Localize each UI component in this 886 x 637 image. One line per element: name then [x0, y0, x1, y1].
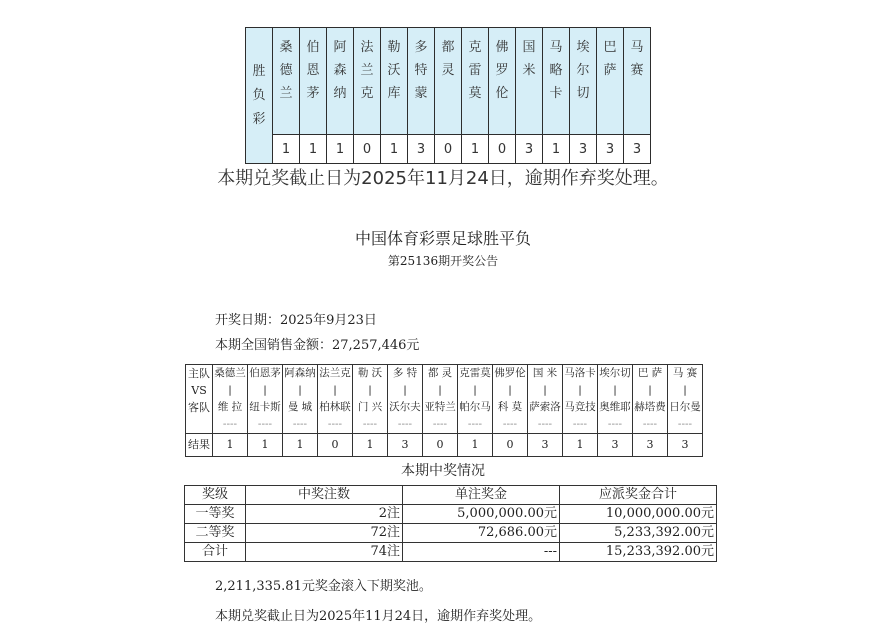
result-cell: 3 — [408, 135, 435, 164]
separator: ---- — [327, 418, 343, 430]
announcement-title: 中国体育彩票足球胜平负 — [354, 229, 531, 248]
result-cell: 0 — [489, 135, 516, 164]
away-team: 马竞技 — [564, 401, 596, 413]
separator: ---- — [677, 418, 693, 430]
prize-table — [184, 485, 717, 562]
team-cell: 伯 恩 茅 — [300, 28, 327, 135]
away-team: 维 拉 — [217, 401, 243, 413]
away-team: 赫塔费 — [634, 401, 666, 413]
home-team: 伯恩茅 — [249, 367, 281, 379]
away-team: 帕尔马 — [459, 401, 491, 413]
vs-mark: | — [613, 384, 617, 396]
match-result: 3 — [598, 434, 633, 457]
vs-mark: | — [368, 384, 372, 396]
vs-mark: | — [438, 384, 442, 396]
match-result: 1 — [353, 434, 388, 457]
separator: ---- — [257, 418, 273, 430]
team-cell: 都 灵 — [435, 28, 462, 135]
announcement-subtitle: 第25136期开奖公告 — [387, 254, 499, 268]
vs-mark: | — [403, 384, 407, 396]
prize-row — [185, 505, 717, 524]
result-cell: 1 — [543, 135, 570, 164]
prize-total: 5,233,392.00元 — [560, 524, 717, 543]
separator: ---- — [432, 418, 448, 430]
vs-mark: | — [508, 384, 512, 396]
match-cell — [528, 365, 563, 434]
match-cell — [493, 365, 528, 434]
team-cell: 马 赛 — [624, 28, 651, 135]
result-cell: 1 — [381, 135, 408, 164]
match-result: 1 — [458, 434, 493, 457]
match-table — [185, 364, 703, 457]
team-cell: 佛 罗 伦 — [489, 28, 516, 135]
away-team: 科 莫 — [497, 401, 523, 413]
draw-date: 开奖日期：2025年9月23日 — [215, 313, 377, 328]
team-cell: 桑 德 兰 — [273, 28, 300, 135]
prize-total: 15,233,392.00元 — [560, 543, 717, 562]
result-cell: 0 — [354, 135, 381, 164]
separator: ---- — [537, 418, 553, 430]
team-cell: 阿 森 纳 — [327, 28, 354, 135]
match-result: 3 — [668, 434, 703, 457]
vs-mark: | — [228, 384, 232, 396]
match-cell — [423, 365, 458, 434]
prize-count: 72注 — [246, 524, 403, 543]
separator: ---- — [467, 418, 483, 430]
home-team: 克雷莫 — [459, 367, 491, 379]
match-cell — [458, 365, 493, 434]
match-cell — [633, 365, 668, 434]
separator: ---- — [362, 418, 378, 430]
prize-row — [185, 524, 717, 543]
prize-amount: --- — [403, 543, 560, 562]
away-team: 沃尔夫 — [389, 401, 421, 413]
home-team: 勒 沃 — [357, 367, 383, 379]
home-team: 马洛卡 — [564, 367, 596, 379]
match-result: 3 — [528, 434, 563, 457]
team-cell: 马 略 卡 — [543, 28, 570, 135]
match-header-cell — [186, 365, 213, 434]
team-cell: 勒 沃 库 — [381, 28, 408, 135]
prize-section-title: 本期中奖情况 — [401, 463, 485, 479]
separator: ---- — [292, 418, 308, 430]
vs-mark: | — [263, 384, 267, 396]
match-cell — [318, 365, 353, 434]
prize-amount: 72,686.00元 — [403, 524, 560, 543]
prize-count: 2注 — [246, 505, 403, 524]
home-team: 马 赛 — [672, 367, 698, 379]
match-cell — [213, 365, 248, 434]
home-team: 国 米 — [532, 367, 558, 379]
home-team: 巴 萨 — [637, 367, 663, 379]
result-cell: 1 — [273, 135, 300, 164]
away-team: 日尔曼 — [669, 401, 701, 413]
sales-amount: 本期全国销售金额：27,257,446元 — [215, 338, 420, 353]
home-team: 埃尔切 — [599, 367, 631, 379]
prize-amount: 5,000,000.00元 — [403, 505, 560, 524]
match-cell — [388, 365, 423, 434]
home-team: 多 特 — [392, 367, 418, 379]
away-team: 曼 城 — [287, 401, 313, 413]
prize-header: 奖级 — [185, 486, 246, 505]
away-team: 奥维耶 — [599, 401, 631, 413]
result-cell: 1 — [327, 135, 354, 164]
match-result: 1 — [213, 434, 248, 457]
team-cell: 埃 尔 切 — [570, 28, 597, 135]
team-cell: 多 特 蒙 — [408, 28, 435, 135]
match-cell — [248, 365, 283, 434]
match-cell — [283, 365, 318, 434]
prize-header: 中奖注数 — [246, 486, 403, 505]
separator: ---- — [222, 418, 238, 430]
match-result: 1 — [283, 434, 318, 457]
match-result: 3 — [633, 434, 668, 457]
prize-header: 应派奖金合计 — [560, 486, 717, 505]
header-home: 主队 — [188, 367, 210, 380]
match-cell — [563, 365, 598, 434]
result-header: 结果 — [186, 434, 213, 457]
result-cell: 3 — [570, 135, 597, 164]
prize-level: 合计 — [185, 543, 246, 562]
team-cell: 巴 萨 — [597, 28, 624, 135]
home-team: 阿森纳 — [284, 367, 316, 379]
vs-mark: | — [578, 384, 582, 396]
match-cell — [668, 365, 703, 434]
prize-level: 二等奖 — [185, 524, 246, 543]
header-away: 客队 — [188, 401, 210, 414]
team-cell: 国 米 — [516, 28, 543, 135]
match-result: 0 — [493, 434, 528, 457]
deadline-notice-bottom: 本期兑奖截止日为2025年11月24日，逾期作弃奖处理。 — [215, 609, 542, 624]
match-cell — [598, 365, 633, 434]
away-team: 纽卡斯 — [249, 401, 281, 413]
result-cell: 1 — [300, 135, 327, 164]
prize-total: 10,000,000.00元 — [560, 505, 717, 524]
result-cell: 3 — [624, 135, 651, 164]
away-team: 亚特兰 — [424, 401, 456, 413]
lottery-type-label: 胜 负 彩 — [246, 28, 273, 164]
deadline-notice-top: 本期兑奖截止日为2025年11月24日，逾期作弃奖处理。 — [217, 168, 669, 189]
vs-mark: | — [298, 384, 302, 396]
prize-header: 单注奖金 — [403, 486, 560, 505]
prize-level: 一等奖 — [185, 505, 246, 524]
team-cell: 法 兰 克 — [354, 28, 381, 135]
match-cell — [353, 365, 388, 434]
header-vs: VS — [191, 384, 207, 397]
match-result: 3 — [388, 434, 423, 457]
match-result: 1 — [563, 434, 598, 457]
result-cell: 1 — [462, 135, 489, 164]
vs-mark: | — [333, 384, 337, 396]
vs-mark: | — [648, 384, 652, 396]
result-cell: 3 — [597, 135, 624, 164]
away-team: 柏林联 — [319, 401, 351, 413]
result-cell: 3 — [516, 135, 543, 164]
vs-mark: | — [683, 384, 687, 396]
team-cell: 克 雷 莫 — [462, 28, 489, 135]
home-team: 佛罗伦 — [494, 367, 526, 379]
separator: ---- — [607, 418, 623, 430]
vs-mark: | — [473, 384, 477, 396]
prize-count: 74注 — [246, 543, 403, 562]
home-team: 法兰克 — [319, 367, 351, 379]
match-result: 0 — [318, 434, 353, 457]
away-team: 萨索洛 — [529, 401, 561, 413]
top-result-table — [245, 27, 651, 164]
separator: ---- — [502, 418, 518, 430]
prize-row — [185, 543, 717, 562]
separator: ---- — [572, 418, 588, 430]
match-result: 0 — [423, 434, 458, 457]
match-result: 1 — [248, 434, 283, 457]
result-cell: 0 — [435, 135, 462, 164]
rollover-notice: 2,211,335.81元奖金滚入下期奖池。 — [215, 579, 432, 594]
home-team: 桑德兰 — [214, 367, 246, 379]
away-team: 门 兴 — [357, 401, 383, 413]
vs-mark: | — [543, 384, 547, 396]
separator: ---- — [642, 418, 658, 430]
separator: ---- — [397, 418, 413, 430]
home-team: 都 灵 — [427, 367, 453, 379]
